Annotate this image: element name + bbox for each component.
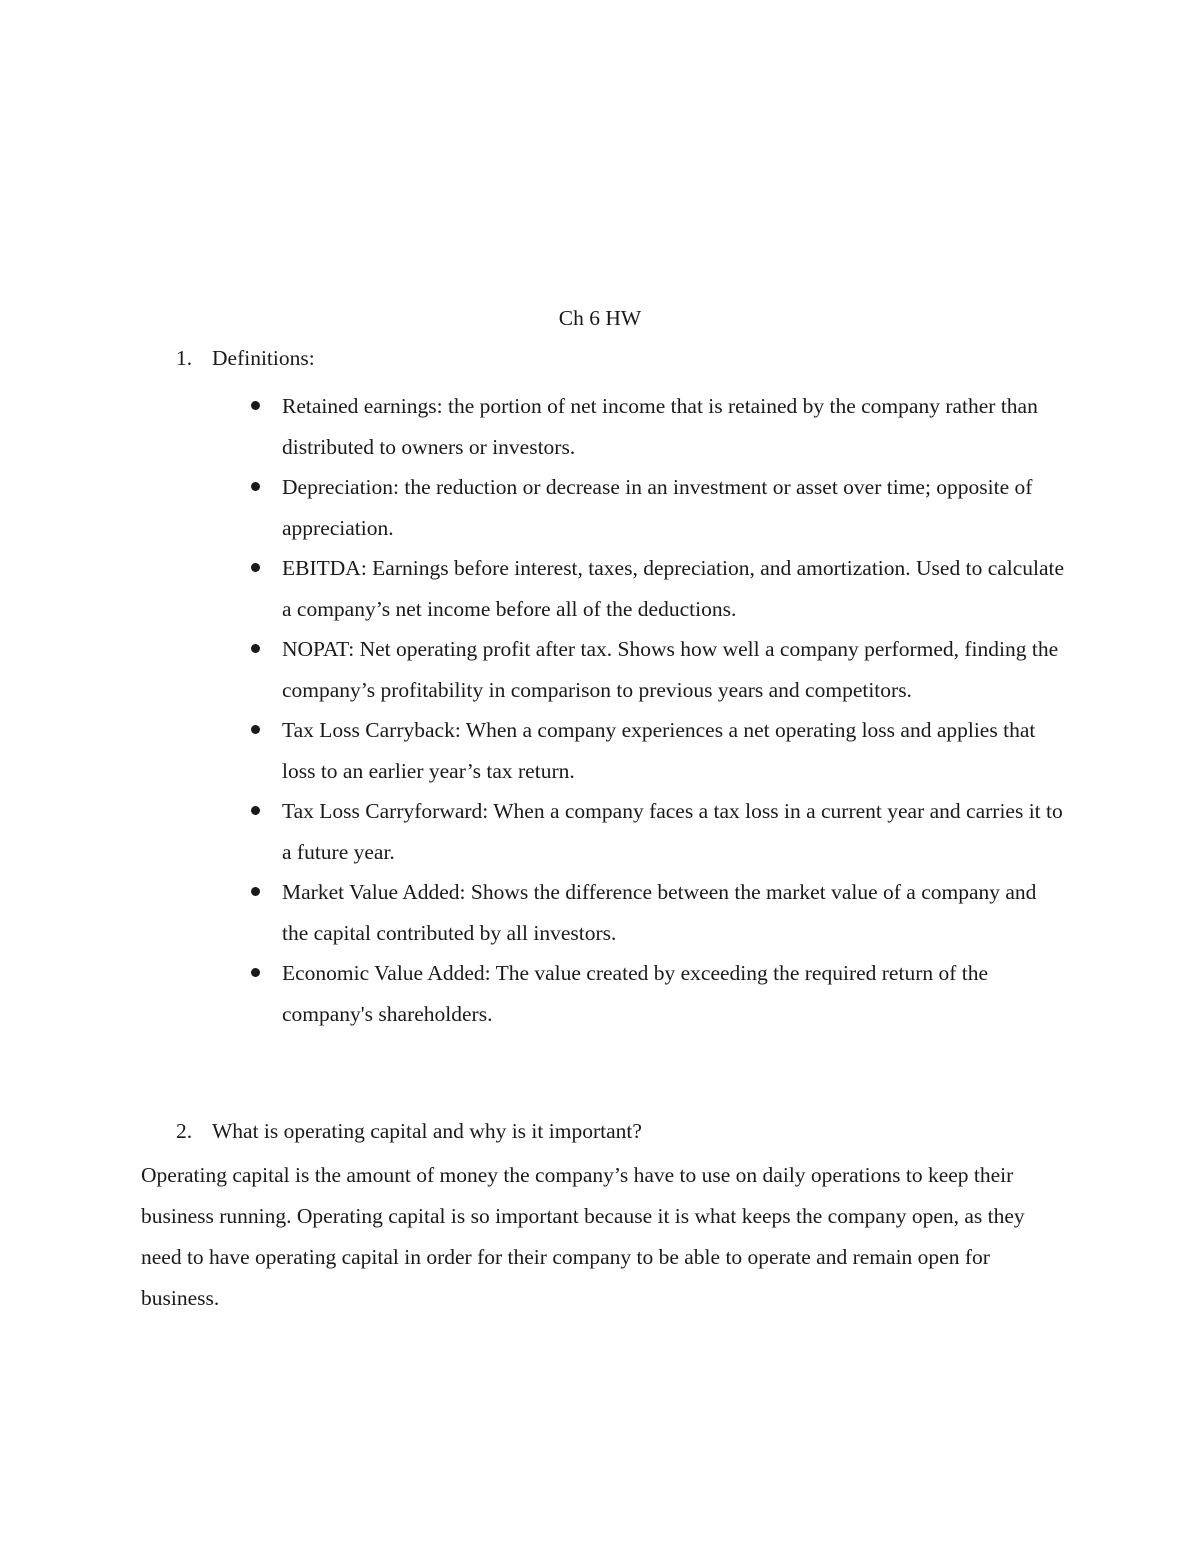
definition-item-retained-earnings: [248, 386, 1068, 467]
definition-text: Tax Loss Carryback: When a company experiences a net operating loss and applies that loss to an earlier year’s tax return.: [282, 718, 1036, 783]
bullet-icon: [251, 968, 260, 977]
definition-item-tax-loss-carryback: [248, 710, 1068, 791]
definition-text: Depreciation: the reduction or decrease in an investment or asset over time; opposite of appreciation.: [282, 475, 1033, 540]
bullet-icon: [251, 887, 260, 896]
definitions-list: [248, 386, 1068, 1034]
question-1-number: 1.: [176, 346, 193, 370]
question-1: [176, 344, 315, 372]
question-1-text: Definitions:: [212, 346, 315, 370]
bullet-icon: [251, 563, 260, 572]
question-2: [176, 1117, 642, 1145]
bullet-icon: [251, 725, 260, 734]
question-2-number: 2.: [176, 1119, 193, 1143]
definition-text: NOPAT: Net operating profit after tax. Shows how well a company performed, finding the company’s profitability in comparison to previous years and competitors.: [282, 637, 1059, 702]
definition-item-nopat: [248, 629, 1068, 710]
question-2-answer: Operating capital is the amount of money the company’s have to use on daily operations to keep their business running. Operating capital is so important because it is what keeps the company open, as they need to have operating capital in order for their company to be able to operate and remain open for business.: [141, 1163, 1025, 1310]
definition-text: Retained earnings: the portion of net income that is retained by the company rather than distributed to owners or investors.: [282, 394, 1038, 459]
definition-item-depreciation: [248, 467, 1068, 548]
bullet-icon: [251, 482, 260, 491]
definition-item-ebitda: [248, 548, 1068, 629]
bullet-icon: [251, 806, 260, 815]
definition-text: Tax Loss Carryforward: When a company faces a tax loss in a current year and carries it to a future year.: [282, 799, 1063, 864]
bullet-icon: [251, 401, 260, 410]
definition-text: Market Value Added: Shows the difference between the market value of a company and the capital contributed by all investors.: [282, 880, 1037, 945]
question-2-text: What is operating capital and why is it important?: [212, 1119, 642, 1143]
bullet-icon: [251, 644, 260, 653]
definition-text: EBITDA: Earnings before interest, taxes, depreciation, and amortization. Used to calculate a company’s net income before all of the deductions.: [282, 556, 1065, 621]
document-title: Ch 6 HW: [558, 306, 642, 330]
definition-text: Economic Value Added: The value created by exceeding the required return of the company's shareholders.: [282, 961, 989, 1026]
definition-item-economic-value-added: [248, 953, 1068, 1034]
definition-item-market-value-added: [248, 872, 1068, 953]
definition-item-tax-loss-carryforward: [248, 791, 1068, 872]
